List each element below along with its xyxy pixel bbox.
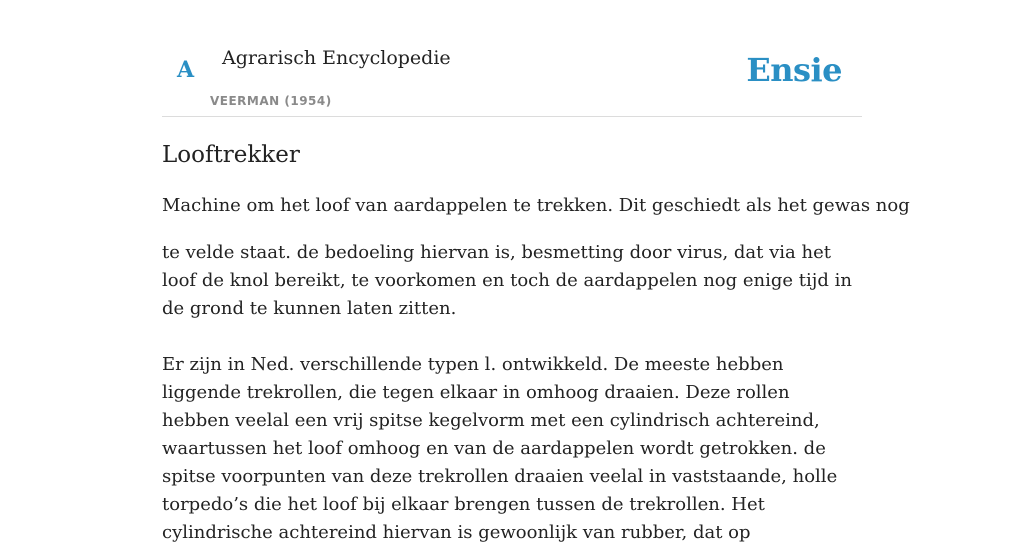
article-paragraph-2: te velde staat. de bedoeling hiervan is, besmetting door virus, dat via het loof de knol bereikt, te voorkomen en toch de aardappelen nog enige tijd in de grond te kunnen laten zitten. xyxy=(162,242,852,319)
ensie-logo[interactable]: Ensie xyxy=(746,51,842,89)
article-paragraph-1: Machine om het loof van aardappelen te trekken. Dit geschiedt als het gewas nog xyxy=(162,195,910,216)
page xyxy=(162,0,910,543)
book-title[interactable]: Agrarisch Encyclopedie xyxy=(222,47,451,69)
book-letter-link[interactable]: A xyxy=(177,57,195,83)
article-title: Looftrekker xyxy=(162,142,300,168)
article-paragraph-3: Er zijn in Ned. verschillende typen l. ontwikkeld. De meeste hebben liggende trekrollen, die tegen elkaar in omhoog draaien. Deze rollen hebben veelal een vrij spitse kegelvorm met een cylindrisch achtereind, waartussen het loof omhoog en van de aardappelen wordt getrokken. de spitse voorpunten van deze trekrollen draaien veelal in vaststaande, holle torpedo’s die het loof bij elkaar brengen tussen de trekrollen. Het cylindrische achtereind hiervan is gewoonlijk van rubber, dat op xyxy=(162,354,838,543)
book-header xyxy=(162,0,862,117)
book-subtitle: VEERMAN (1954) xyxy=(210,94,332,108)
